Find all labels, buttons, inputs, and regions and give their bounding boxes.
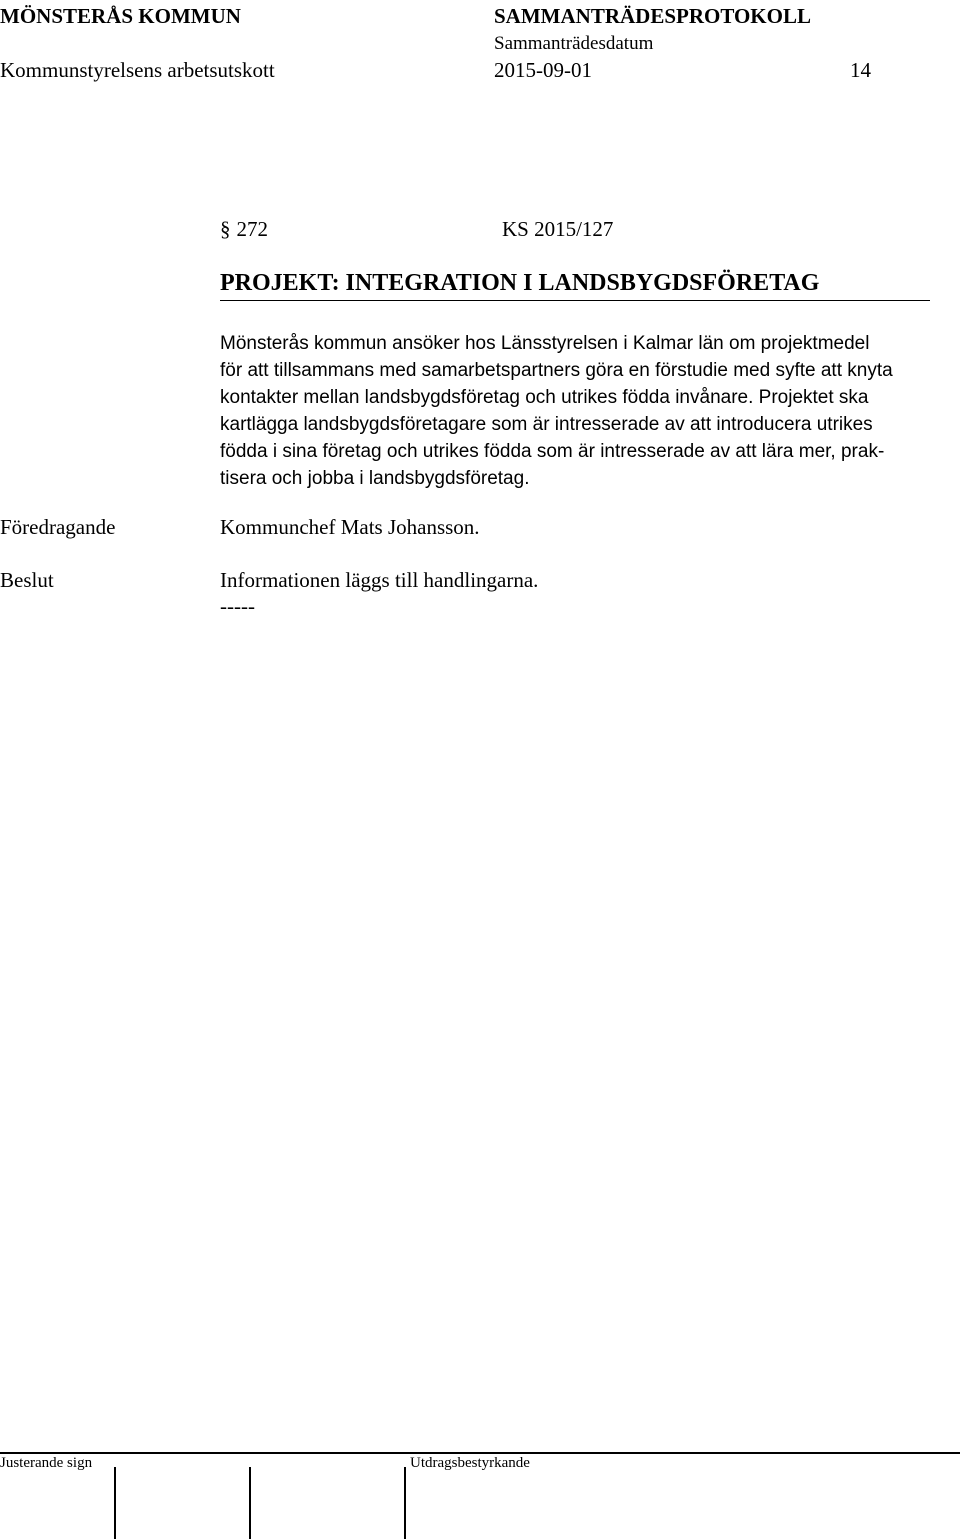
case-number: KS 2015/127 bbox=[502, 217, 614, 241]
section-number-line bbox=[220, 217, 268, 242]
body-paragraph bbox=[220, 330, 960, 492]
page-number: 14 bbox=[850, 58, 871, 82]
body-line: för att tillsammans med samarbetspartners göra en förstudie med syfte att knyta bbox=[220, 360, 893, 381]
adjuster-signature-label: Justerande sign bbox=[0, 1455, 93, 1471]
organization-name: MÖNSTERÅS KOMMUN bbox=[0, 4, 241, 28]
presenter-label: Föredragande bbox=[0, 515, 116, 539]
signature-box-divider bbox=[404, 1467, 406, 1539]
decision-label: Beslut bbox=[0, 568, 54, 592]
body-line: kontakter mellan landsbygdsföretag och utrikes födda invånare. Projektet ska bbox=[220, 387, 869, 408]
meeting-date: 2015-09-01 bbox=[494, 58, 592, 82]
presenter-value: Kommunchef Mats Johansson. bbox=[220, 515, 480, 539]
body-line: födda i sina företag och utrikes födda som är intresserade av att lära mer, prak- bbox=[220, 441, 885, 462]
body-line: Mönsterås kommun ansöker hos Länsstyrelsen i Kalmar län om projektmedel bbox=[220, 333, 870, 354]
certifier-label: Utdragsbestyrkande bbox=[410, 1455, 530, 1471]
section-title: PROJEKT: INTEGRATION I LANDSBYGDSFÖRETAG bbox=[220, 270, 930, 301]
meeting-date-label: Sammanträdesdatum bbox=[494, 33, 654, 54]
committee-name: Kommunstyrelsens arbetsutskott bbox=[0, 58, 275, 82]
body-line: tisera och jobba i landsbygdsföretag. bbox=[220, 468, 530, 489]
document-type: SAMMANTRÄDESPROTOKOLL bbox=[494, 4, 811, 28]
signature-box-divider bbox=[249, 1467, 251, 1539]
body-line: kartlägga landsbygdsföretagare som är intresserade av att introducera utrikes bbox=[220, 414, 873, 435]
decision-value: Informationen läggs till handlingarna. bbox=[220, 568, 539, 592]
footer-divider bbox=[0, 1452, 960, 1454]
paragraph-symbol: § bbox=[220, 217, 231, 241]
section-number: 272 bbox=[236, 217, 268, 241]
end-marker: ----- bbox=[220, 594, 255, 618]
signature-box-divider bbox=[114, 1467, 116, 1539]
